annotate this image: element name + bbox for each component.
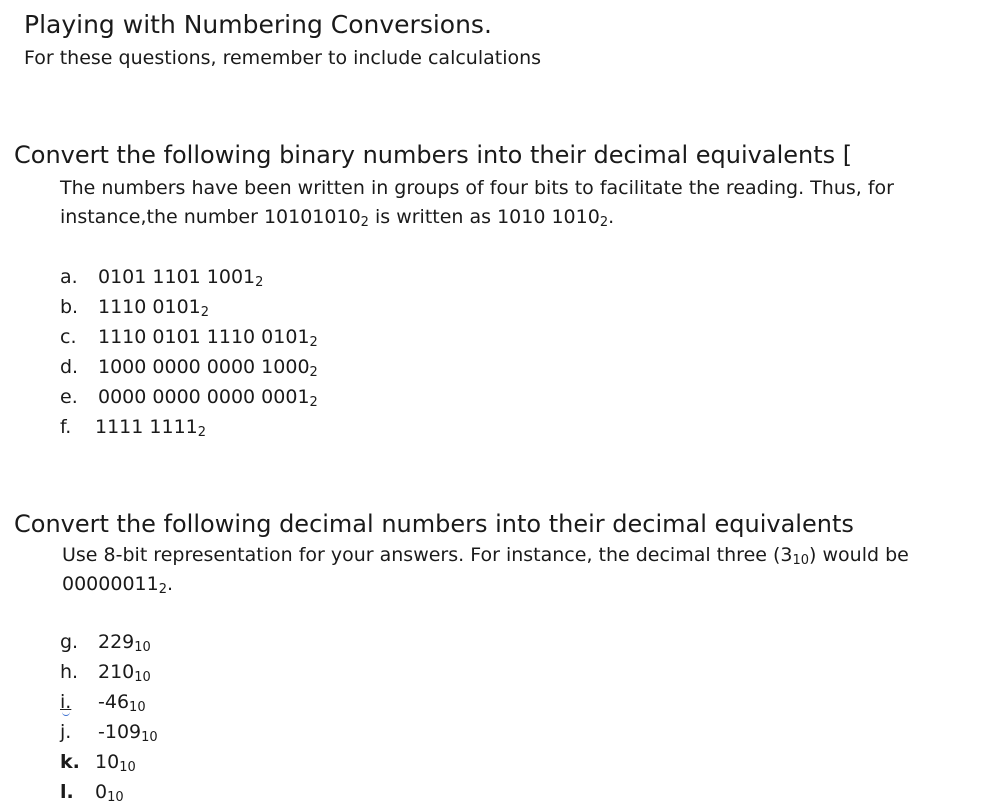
section-binary-heading: Convert the following binary numbers into their decimal equivalents [ bbox=[14, 141, 853, 169]
list-item bbox=[60, 657, 151, 687]
list-item bbox=[60, 777, 124, 807]
list-item bbox=[60, 717, 158, 747]
item-value: 1110 0101 1110 0101 bbox=[98, 326, 310, 348]
item-letter-wrap bbox=[60, 687, 98, 717]
base-subscript: 10 bbox=[119, 760, 136, 775]
base-subscript: 2 bbox=[309, 395, 318, 410]
base-subscript: 2 bbox=[309, 365, 318, 380]
section-decimal-instructions bbox=[62, 541, 967, 599]
base-subscript: 10 bbox=[792, 553, 810, 568]
item-value: 1000 0000 0000 1000 bbox=[98, 356, 310, 378]
list-item bbox=[60, 747, 136, 777]
base-subscript: 10 bbox=[129, 700, 146, 715]
item-letter: e. bbox=[60, 386, 78, 408]
item-letter: l. bbox=[60, 781, 74, 803]
instruction-text: Use 8-bit representation for your answers. For instance, the decimal three (3 bbox=[62, 544, 793, 566]
item-value: 1111 1111 bbox=[95, 416, 198, 438]
instruction-text: . bbox=[167, 573, 174, 595]
list-item bbox=[60, 627, 151, 657]
list-item bbox=[60, 292, 209, 322]
instruction-text: is written as 1010 1010 bbox=[368, 206, 600, 228]
base-subscript: 2 bbox=[599, 215, 609, 230]
base-subscript: 2 bbox=[255, 275, 264, 290]
instruction-text: The numbers have been written in groups of four bits to facilitate the reading. Thus, for instance,the number 10101010 bbox=[60, 177, 894, 228]
base-subscript: 10 bbox=[107, 790, 124, 805]
item-letter: a. bbox=[60, 266, 78, 288]
item-letter: f. bbox=[60, 416, 72, 438]
item-letter: g. bbox=[60, 631, 79, 653]
base-subscript: 2 bbox=[360, 215, 369, 230]
item-letter: c. bbox=[60, 326, 77, 348]
base-subscript: 10 bbox=[141, 730, 158, 745]
item-letter: j. bbox=[60, 721, 72, 743]
base-subscript: 10 bbox=[134, 670, 151, 685]
item-letter: b. bbox=[60, 296, 79, 318]
instruction-text: ) would be 00000011 bbox=[62, 544, 909, 595]
list-item bbox=[60, 262, 263, 292]
list-item bbox=[60, 687, 146, 717]
section-binary-instructions bbox=[60, 174, 965, 232]
list-item bbox=[60, 322, 318, 352]
base-subscript: 2 bbox=[197, 425, 207, 440]
item-letter: i. bbox=[60, 691, 72, 713]
item-value: 229 bbox=[98, 631, 135, 653]
instruction-text: . bbox=[608, 206, 615, 228]
item-value: -46 bbox=[98, 691, 130, 713]
section-decimal-heading: Convert the following decimal numbers into their decimal equivalents bbox=[14, 510, 854, 538]
item-value: 1110 0101 bbox=[98, 296, 201, 318]
list-item bbox=[60, 382, 318, 412]
item-value: -109 bbox=[98, 721, 142, 743]
item-value: 0000 0000 0000 0001 bbox=[98, 386, 310, 408]
item-value: 210 bbox=[98, 661, 135, 683]
item-value: 0101 1101 1001 bbox=[98, 266, 256, 288]
base-subscript: 2 bbox=[158, 582, 167, 597]
base-subscript: 2 bbox=[200, 305, 210, 320]
list-item bbox=[60, 412, 206, 442]
list-item bbox=[60, 352, 318, 382]
spellcheck-mark-icon bbox=[62, 711, 70, 716]
base-subscript: 2 bbox=[309, 335, 318, 350]
item-letter: d. bbox=[60, 356, 79, 378]
page-title: Playing with Numbering Conversions. bbox=[24, 10, 492, 39]
item-value: 10 bbox=[95, 751, 120, 773]
page-subtitle: For these questions, remember to include calculations bbox=[24, 47, 542, 69]
item-letter: h. bbox=[60, 661, 79, 683]
item-letter: k. bbox=[60, 751, 80, 773]
item-value: 0 bbox=[95, 781, 108, 803]
base-subscript: 10 bbox=[134, 640, 151, 655]
